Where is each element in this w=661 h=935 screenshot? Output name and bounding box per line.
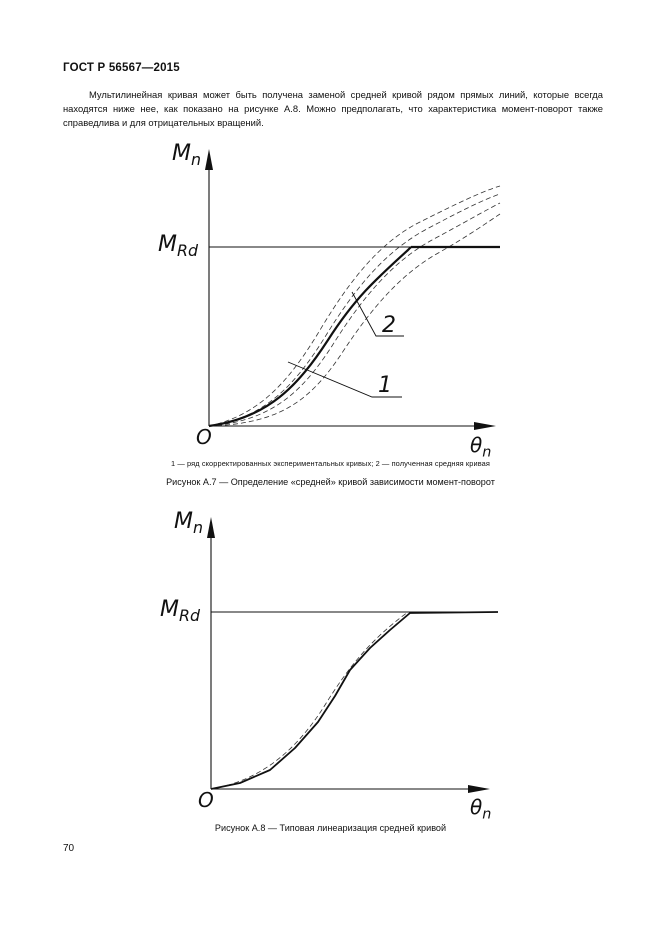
a8-x-arrow	[468, 785, 490, 793]
figure-a7-legend: 1 — ряд скорректированных экспериментальных кривых; 2 — полученная средняя кривая	[171, 459, 490, 468]
a7-origin-label: O	[196, 425, 212, 449]
a7-x-axis-label: $\theta_n$	[470, 433, 492, 461]
a7-y-axis-label: $M_n$	[172, 141, 201, 169]
a7-callout-1-label: 1	[378, 373, 392, 398]
a8-origin-label: O	[198, 788, 214, 812]
a8-y-axis-label: $M_n$	[174, 509, 203, 537]
a7-mrd-label: $M_{Rd}$	[158, 232, 198, 260]
figure-a7-caption: Рисунок А.7 — Определение «средней» кривой зависимости момент-поворот	[166, 477, 495, 487]
a8-dashed-mean-curve	[211, 612, 408, 789]
figure-a8-caption: Рисунок А.8 — Типовая линеаризация средней кривой	[214, 823, 447, 833]
a8-x-axis-label: $\theta_n$	[470, 795, 492, 823]
a8-multilinear-curve	[211, 612, 498, 789]
page-number: 70	[63, 843, 75, 854]
paragraph-text: Мультилинейная кривая может быть получена заменой средней кривой рядом прямых линий, которые всегда находятся ниже нее, как показано на рисунке А.8. Можно предполагать, что характеристика момент-поворот также справедлива и для отрицательных вращений.	[63, 89, 603, 129]
a8-mrd-label: $M_{Rd}$	[160, 597, 200, 625]
a8-y-arrow	[207, 517, 215, 538]
a7-callout-2-label: 2	[382, 313, 396, 338]
document-header: ГОСТ Р 56567—2015	[63, 62, 180, 74]
